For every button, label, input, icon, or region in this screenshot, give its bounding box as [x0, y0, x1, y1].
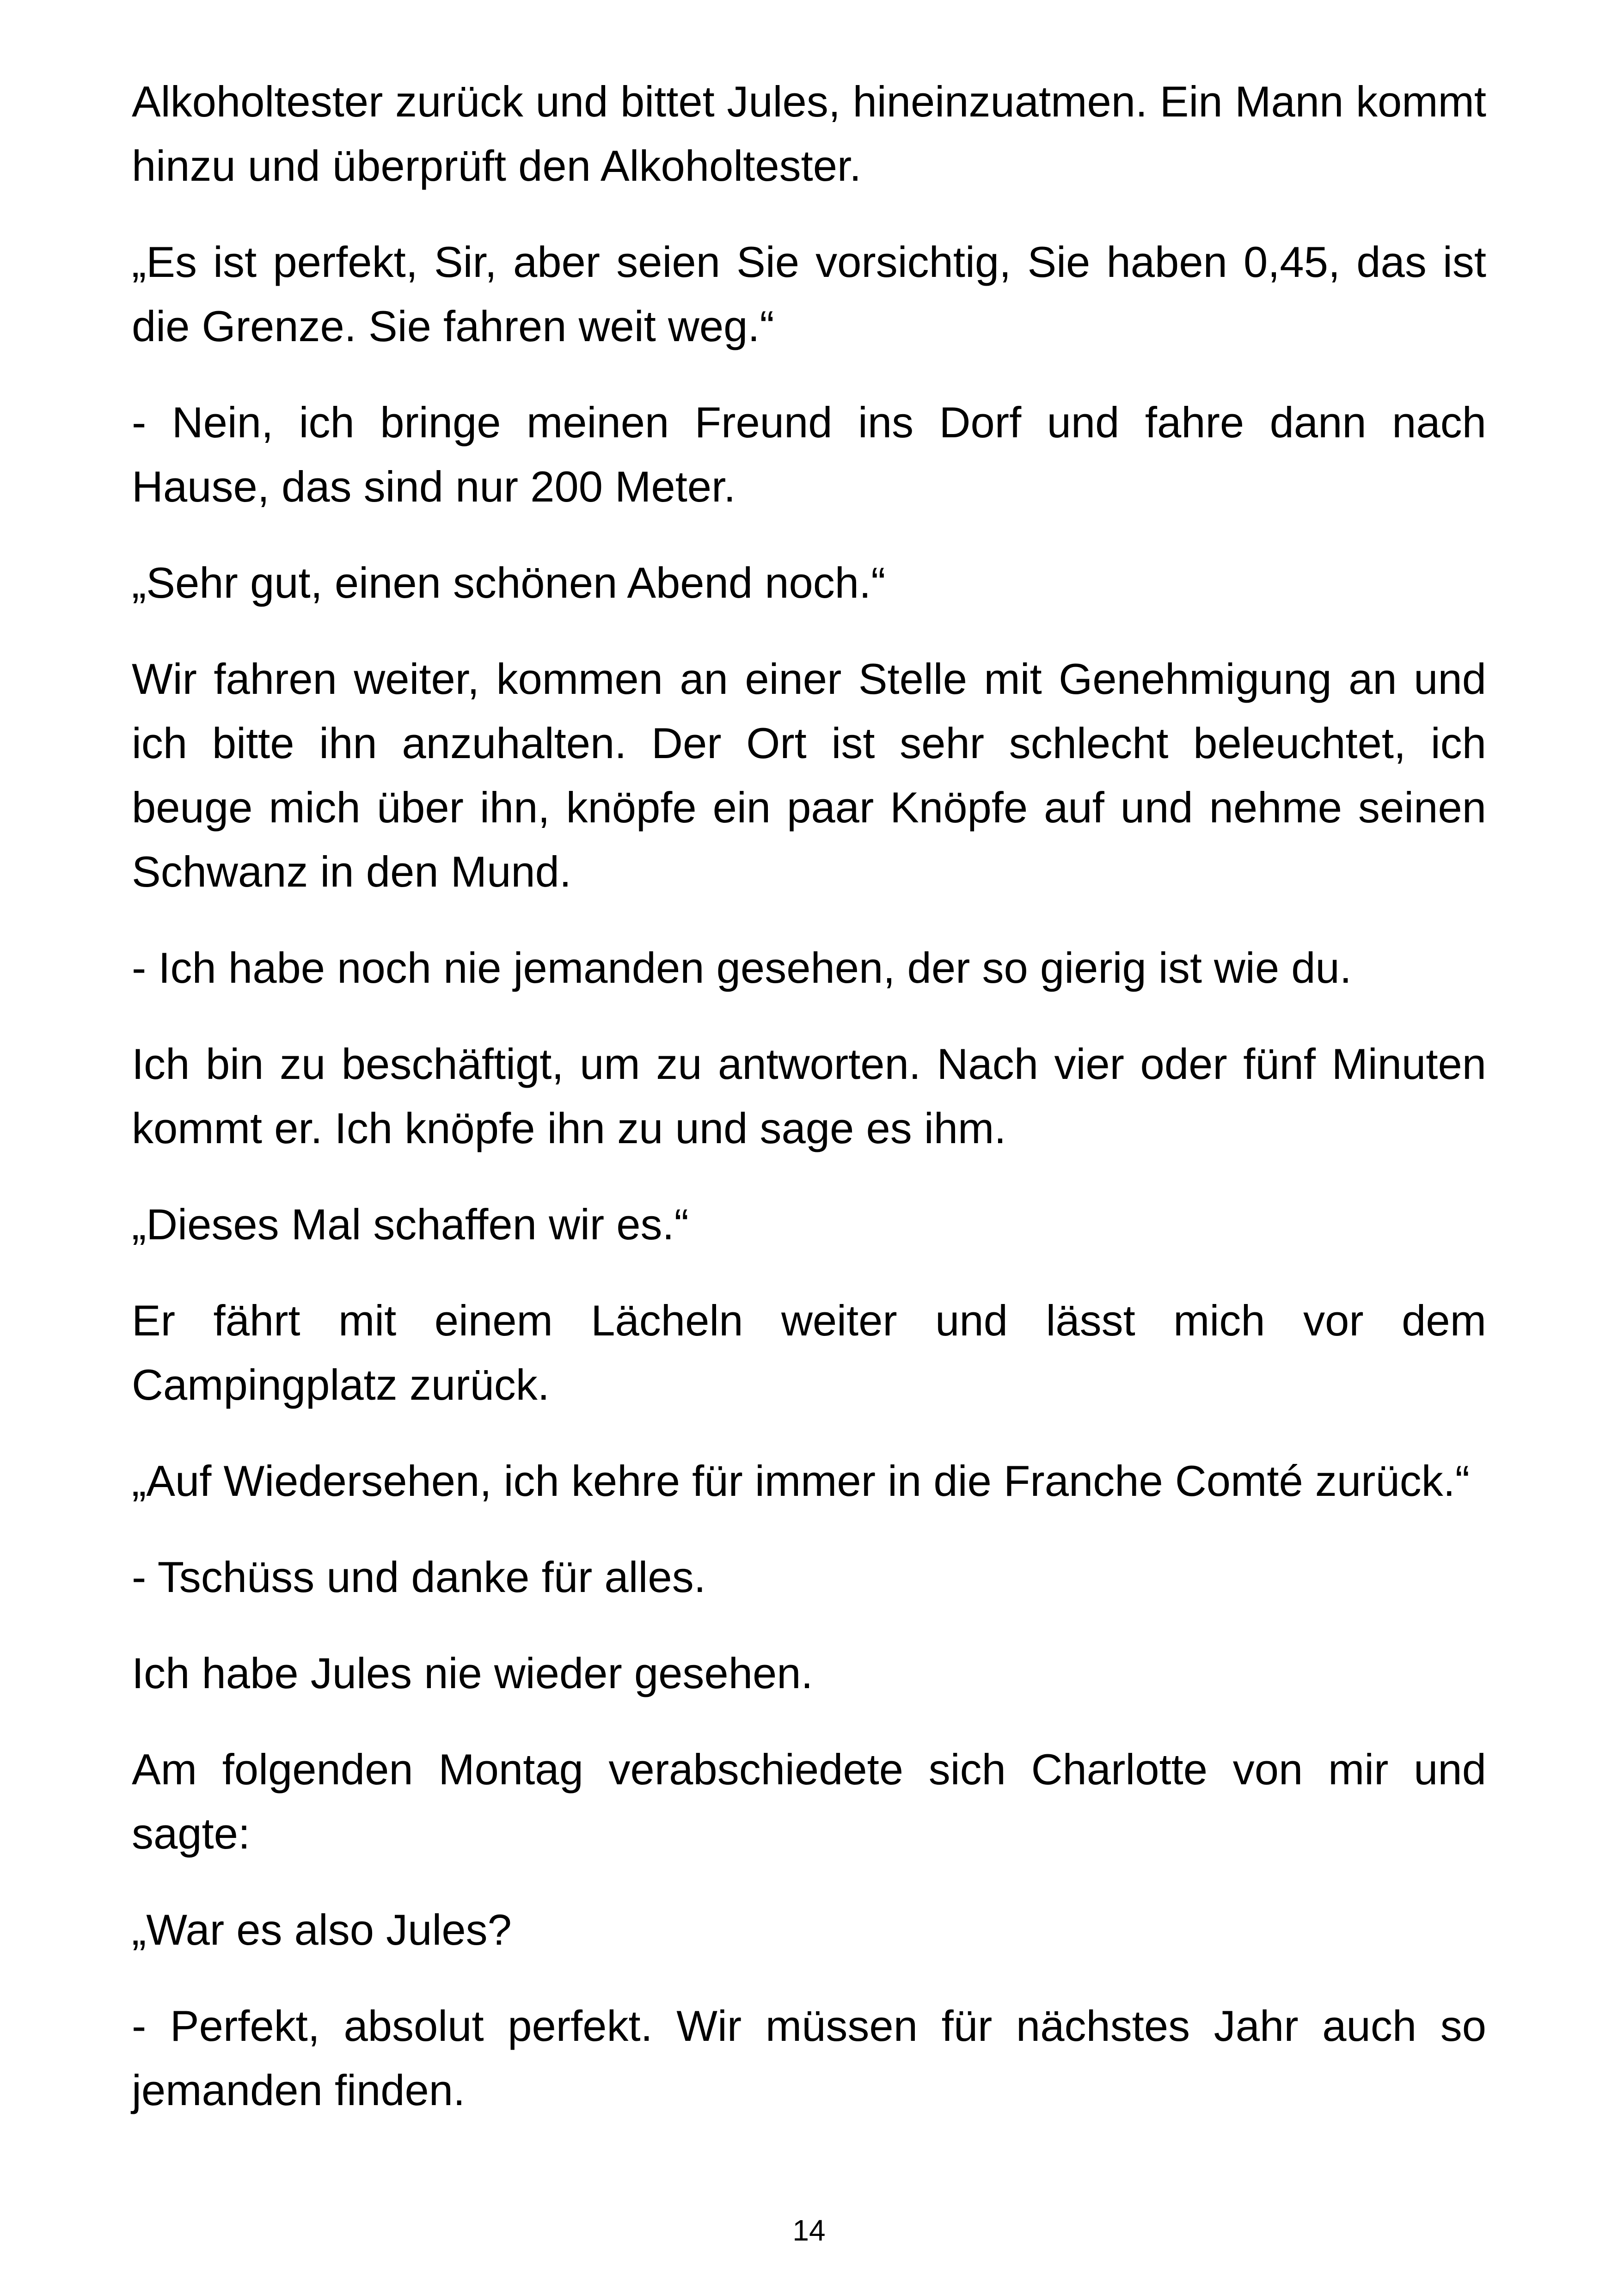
paragraph: - Ich habe noch nie jemanden gesehen, der so gierig ist wie du.	[132, 943, 1352, 992]
paragraph: „Dieses Mal schaffen wir es.“	[132, 1200, 689, 1249]
paragraph: Wir fahren weiter, kommen an einer Stelle mit Genehmigung an und ich bitte ihn anzuhalten. Der Ort ist sehr schlecht beleuchtet, ich beuge mich über ihn, knöpfe ein paar Knöpfe auf und nehme seinen Schwanz in den Mund.	[132, 655, 1486, 896]
paragraph: Ich bin zu beschäftigt, um zu antworten. Nach vier oder fünf Minuten kommt er. Ich knöpfe ihn zu und sage es ihm.	[132, 1040, 1486, 1152]
paragraph: - Nein, ich bringe meinen Freund ins Dorf und fahre dann nach Hause, das sind nur 200 Meter.	[132, 398, 1486, 511]
paragraph: Ich habe Jules nie wieder gesehen.	[132, 1649, 813, 1697]
page-number: 14	[792, 2214, 826, 2247]
paragraph: „Auf Wiedersehen, ich kehre für immer in die Franche Comté zurück.“	[132, 1457, 1470, 1505]
paragraph: Alkoholtester zurück und bittet Jules, hineinzuatmen. Ein Mann kommt hinzu und überprüft den Alkoholtester.	[132, 77, 1486, 190]
paragraph: - Perfekt, absolut perfekt. Wir müssen für nächstes Jahr auch so jemanden finden.	[132, 2002, 1486, 2114]
body-text	[132, 69, 1486, 2154]
paragraph: „Es ist perfekt, Sir, aber seien Sie vorsichtig, Sie haben 0,45, das ist die Grenze. Sie fahren weit weg.“	[132, 238, 1486, 350]
paragraph: Am folgenden Montag verabschiedete sich Charlotte von mir und sagte:	[132, 1745, 1486, 1858]
paragraph: „Sehr gut, einen schönen Abend noch.“	[132, 558, 886, 607]
paragraph: „War es also Jules?	[132, 1905, 512, 1954]
paragraph: Er fährt mit einem Lächeln weiter und lässt mich vor dem Campingplatz zurück.	[132, 1296, 1486, 1409]
paragraph: - Tschüss und danke für alles.	[132, 1553, 706, 1601]
